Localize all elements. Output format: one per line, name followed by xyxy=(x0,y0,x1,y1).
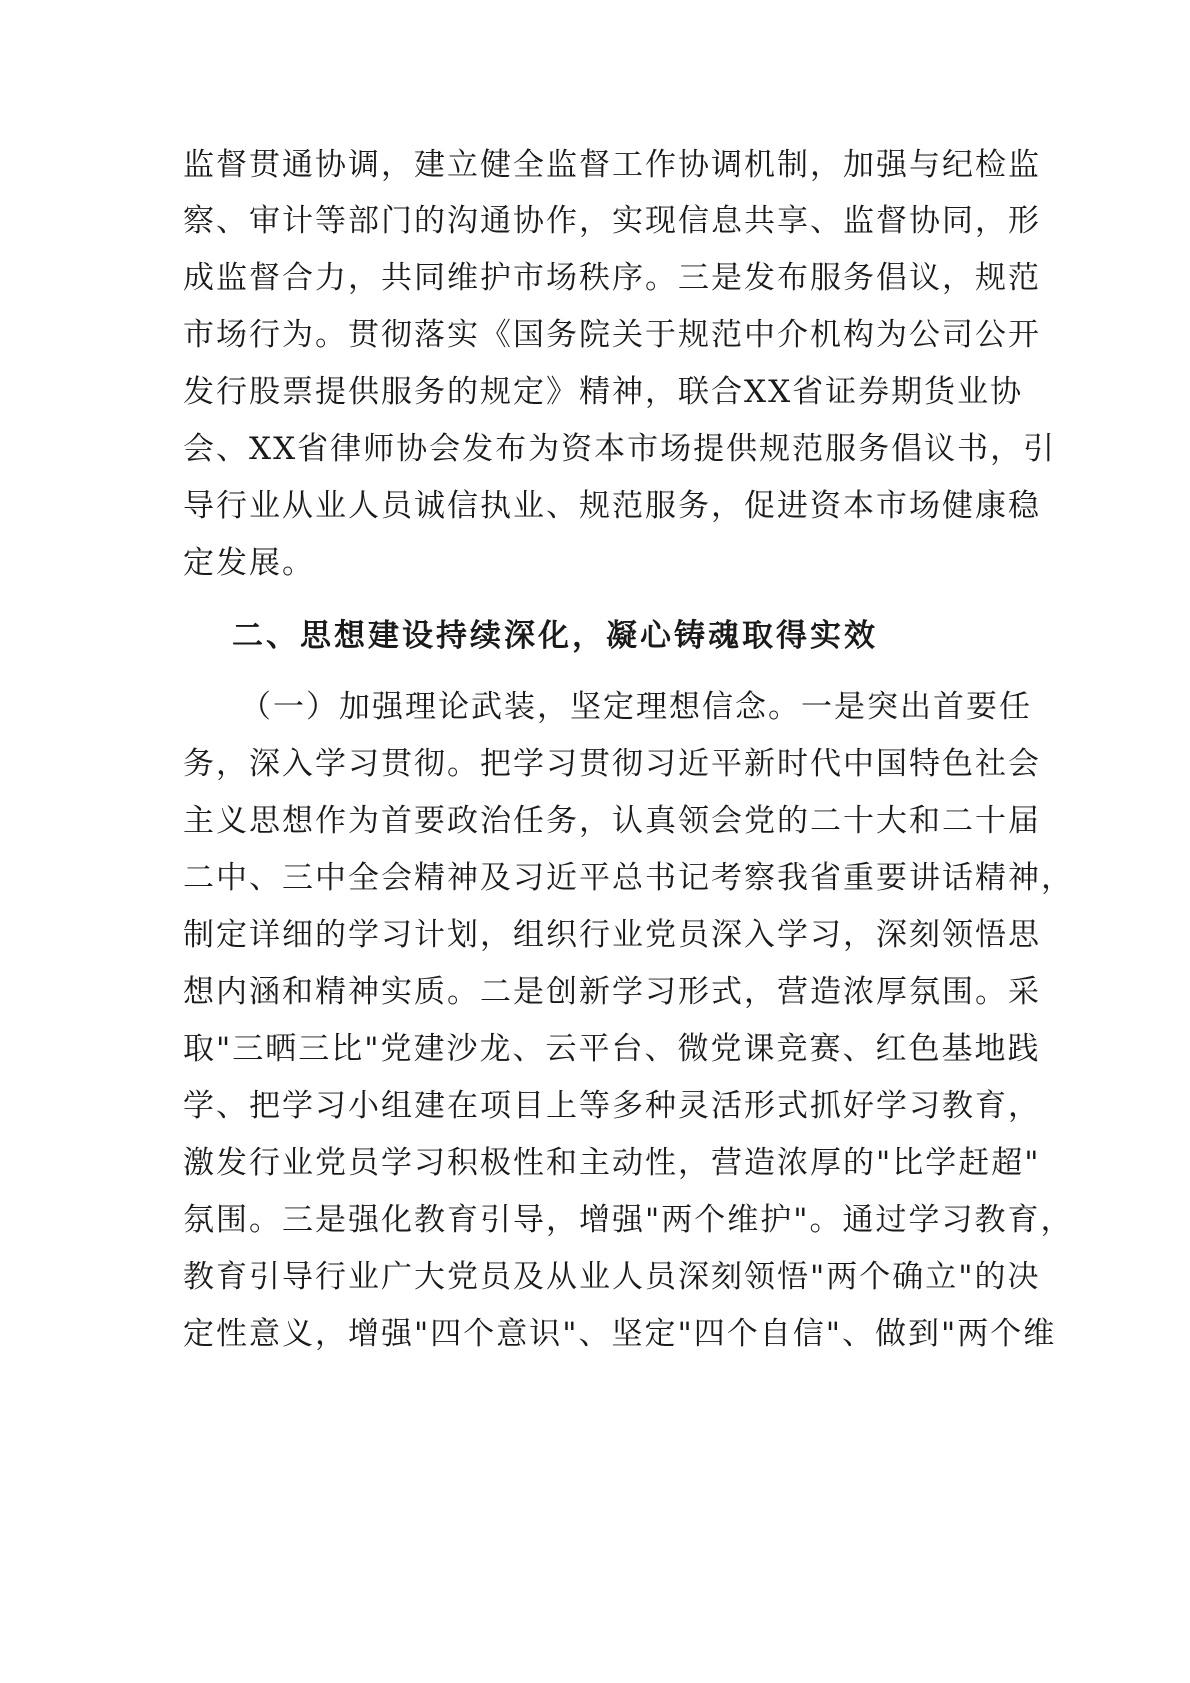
paragraph-line: 定发展。 xyxy=(183,545,315,581)
paragraph-line: 务，深入学习贯彻。把学习贯彻习近平新时代中国特色社会 xyxy=(183,746,1041,782)
paragraph-line: 会、XX省律师协会发布为资本市场提供规范服务倡议书，引 xyxy=(183,431,1057,467)
paragraph-line: 发行股票提供服务的规定》精神，联合XX省证券期货业协 xyxy=(183,374,1024,410)
paragraph-line: 主义思想作为首要政治任务，认真领会党的二十大和二十届 xyxy=(183,803,1041,839)
paragraph-line: 二中、三中全会精神及习近平总书记考察我省重要讲话精神， xyxy=(183,860,1074,896)
paragraph-line: 导行业从业人员诚信执业、规范服务，促进资本市场健康稳 xyxy=(183,488,1041,524)
paragraph-line: 学、把学习小组建在项目上等多种灵活形式抓好学习教育， xyxy=(183,1088,1041,1124)
paragraph-line: 取"三晒三比"党建沙龙、云平台、微党课竞赛、红色基地践 xyxy=(183,1031,1041,1067)
paragraph-line: 定性意义，增强"四个意识"、坚定"四个自信"、做到"两个维 xyxy=(183,1316,1057,1352)
paragraph-line: 氛围。三是强化教育引导，增强"两个维护"。通过学习教育， xyxy=(183,1202,1074,1238)
paragraph-line: 察、审计等部门的沟通协作，实现信息共享、监督协同，形 xyxy=(183,203,1041,239)
paragraph-line: 想内涵和精神实质。二是创新学习形式，营造浓厚氛围。采 xyxy=(183,974,1041,1010)
paragraph-line: （一）加强理论武装，坚定理想信念。一是突出首要任 xyxy=(240,689,1032,725)
paragraph-line: 成监督合力，共同维护市场秩序。三是发布服务倡议，规范 xyxy=(183,260,1041,296)
section-heading: 二、思想建设持续深化，凝心铸魂取得实效 xyxy=(232,618,878,654)
paragraph-line: 监督贯通协调，建立健全监督工作协调机制，加强与纪检监 xyxy=(183,147,1041,183)
paragraph-line: 教育引导行业广大党员及从业人员深刻领悟"两个确立"的决 xyxy=(183,1259,1041,1295)
paragraph-line: 制定详细的学习计划，组织行业党员深入学习，深刻领悟思 xyxy=(183,917,1041,953)
paragraph-line: 激发行业党员学习积极性和主动性，营造浓厚的"比学赶超" xyxy=(183,1145,1041,1181)
paragraph-line: 市场行为。贯彻落实《国务院关于规范中介机构为公司公开 xyxy=(183,317,1041,353)
